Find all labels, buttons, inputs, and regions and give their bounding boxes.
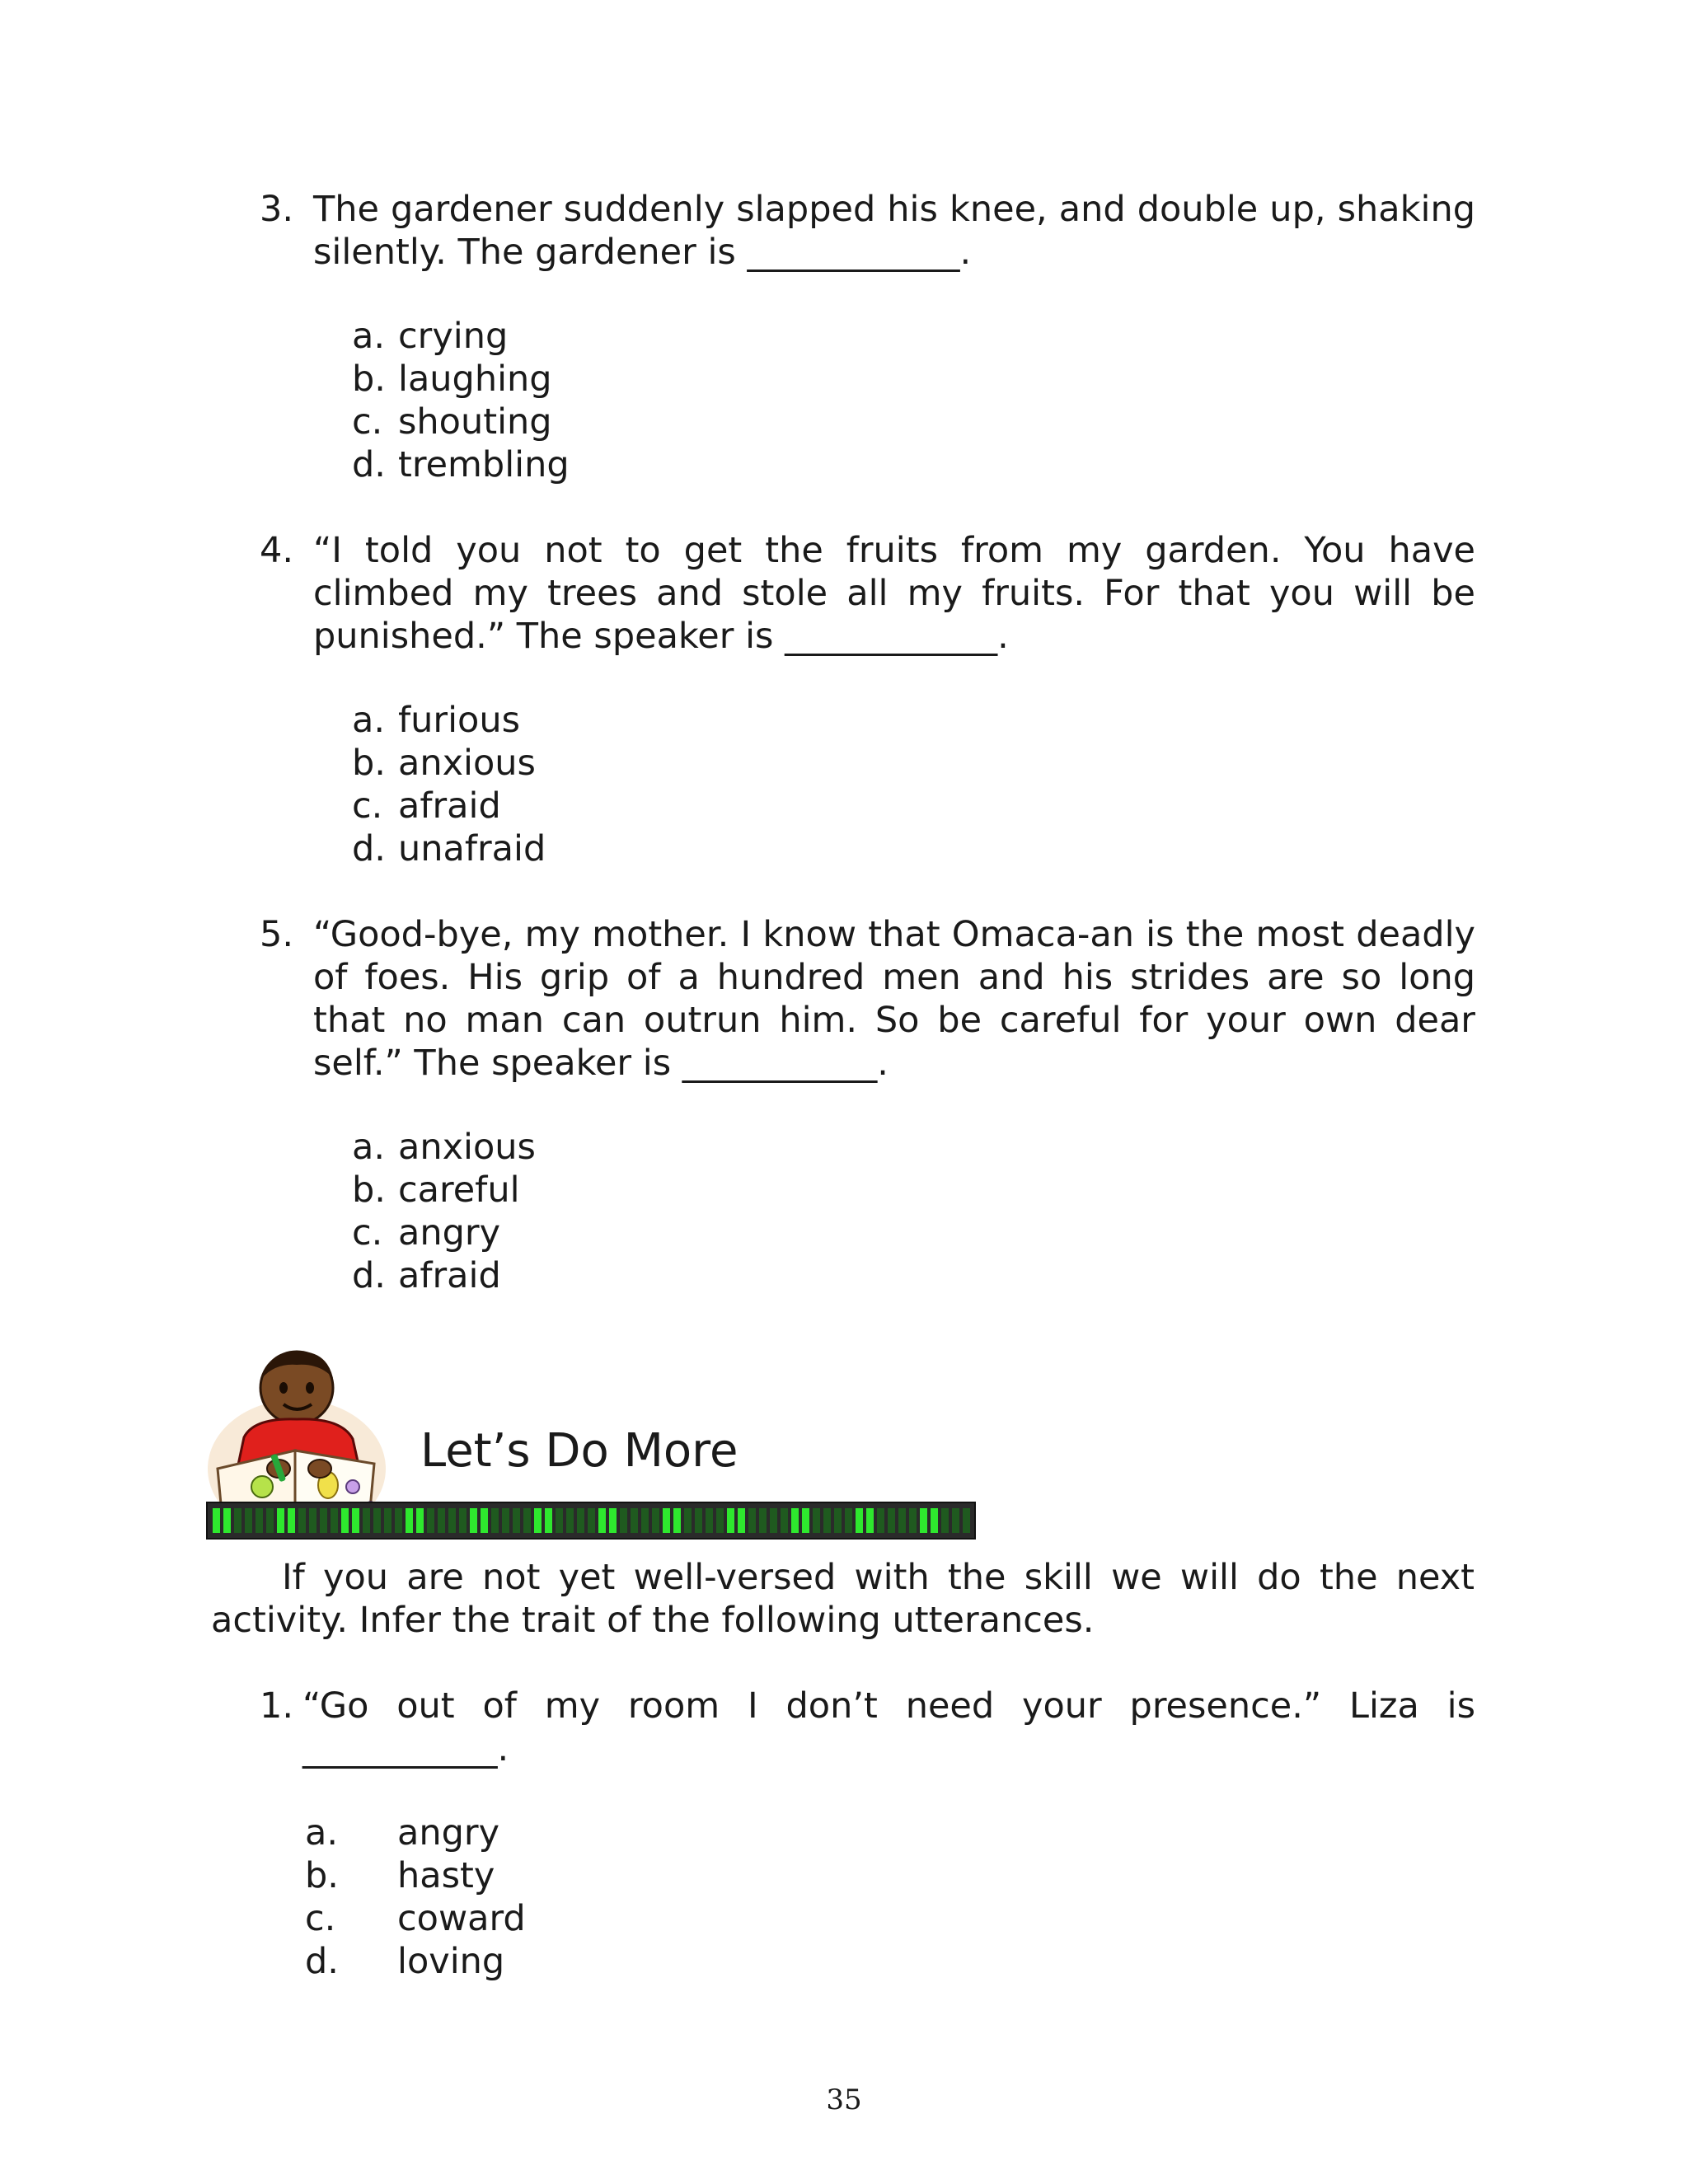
banner-segment	[448, 1508, 456, 1533]
option-letter: d.	[352, 828, 386, 869]
banner-segment	[277, 1508, 284, 1533]
option	[305, 1854, 526, 1897]
option-letter: d.	[305, 1941, 339, 1982]
option-text: laughing	[398, 359, 552, 400]
banner-segment	[706, 1508, 713, 1533]
banner-segment	[888, 1508, 895, 1533]
banner-segment	[266, 1508, 274, 1533]
option-letter: c.	[305, 1898, 336, 1939]
banner-segment	[920, 1508, 927, 1533]
page-number: 35	[826, 2083, 862, 2116]
option-letter: b.	[305, 1855, 339, 1896]
banner-segment	[352, 1508, 359, 1533]
banner-segment	[931, 1508, 938, 1533]
option-text: furious	[398, 700, 520, 741]
banner-segment	[416, 1508, 424, 1533]
banner-segment	[716, 1508, 724, 1533]
question-number: 5.	[260, 914, 294, 955]
banner-segment	[909, 1508, 917, 1533]
option-list	[352, 315, 570, 486]
banner-segment	[320, 1508, 327, 1533]
banner-segment	[534, 1508, 542, 1533]
banner-segment	[438, 1508, 445, 1533]
banner-segment	[234, 1508, 241, 1533]
option-text: crying	[398, 316, 509, 357]
banner-segment	[673, 1508, 681, 1533]
option-letter: d.	[352, 1255, 386, 1296]
option-letter: a.	[352, 1127, 386, 1168]
option	[352, 785, 546, 827]
option	[305, 1897, 526, 1940]
banner-segment	[941, 1508, 949, 1533]
banner-segment	[577, 1508, 584, 1533]
option-list	[352, 1126, 536, 1297]
banner-segment	[598, 1508, 606, 1533]
option	[352, 315, 570, 358]
option-list	[352, 699, 546, 870]
banner-segment	[620, 1508, 627, 1533]
option-letter: a.	[305, 1812, 339, 1854]
option	[352, 401, 570, 443]
option-letter: b.	[352, 359, 386, 400]
banner-segment	[877, 1508, 884, 1533]
question-line: that no man can outrun him. So be careful for your own dear	[313, 1000, 1475, 1041]
option	[352, 1212, 536, 1254]
banner-segment	[695, 1508, 702, 1533]
question-line: of foes. His grip of a hundred men and his strides are so long	[313, 957, 1475, 998]
banner-segment	[566, 1508, 574, 1533]
question-line: ___________.	[302, 1728, 509, 1769]
option-text: shouting	[398, 401, 552, 443]
banner-segment	[213, 1508, 220, 1533]
option-letter: c.	[352, 401, 383, 443]
option-text: angry	[397, 1812, 500, 1854]
question-line: The gardener suddenly slapped his knee, and double up, shaking	[313, 189, 1475, 230]
option-letter: b.	[352, 1169, 386, 1211]
banner-segment	[963, 1508, 970, 1533]
option-letter: a.	[352, 316, 386, 357]
question-line: silently. The gardener is ____________.	[313, 232, 972, 273]
intro-line: activity. Infer the trait of the following utterances.	[211, 1600, 1095, 1641]
banner-segment	[459, 1508, 467, 1533]
option	[352, 827, 546, 870]
option	[305, 1811, 526, 1854]
banner-segment	[523, 1508, 531, 1533]
question-text	[313, 188, 1475, 274]
banner-segment	[223, 1508, 231, 1533]
banner-segment	[373, 1508, 381, 1533]
question-line: “Good-bye, my mother. I know that Omaca-an is the most deadly	[313, 914, 1475, 955]
banner-segment	[256, 1508, 263, 1533]
banner-segment	[898, 1508, 906, 1533]
section-intro	[211, 1556, 1475, 1642]
banner-segment	[631, 1508, 638, 1533]
option-letter: a.	[352, 700, 386, 741]
option-letter: c.	[352, 1212, 383, 1254]
banner-segment	[641, 1508, 649, 1533]
banner-segment	[652, 1508, 659, 1533]
banner-segment	[245, 1508, 252, 1533]
option	[352, 358, 570, 401]
banner-segment	[309, 1508, 316, 1533]
question-line: self.” The speaker is ___________.	[313, 1043, 889, 1084]
banner-segment	[588, 1508, 595, 1533]
banner-segment	[395, 1508, 402, 1533]
option-letter: b.	[352, 743, 386, 784]
question-text	[302, 1685, 1475, 1770]
banner-segment	[481, 1508, 488, 1533]
question-text	[313, 529, 1475, 658]
banner-segment	[545, 1508, 552, 1533]
banner-segment	[363, 1508, 370, 1533]
option-text: afraid	[398, 785, 501, 827]
option-text: trembling	[398, 444, 570, 485]
option	[352, 1169, 536, 1212]
banner-segment	[663, 1508, 670, 1533]
option-text: careful	[398, 1169, 520, 1211]
question-line: “Go out of my room I don’t need your presence.” Liza is	[302, 1685, 1475, 1727]
option-text: coward	[397, 1898, 526, 1939]
banner-segment	[770, 1508, 777, 1533]
banner-segment	[813, 1508, 820, 1533]
option	[305, 1940, 526, 1983]
banner-segment	[331, 1508, 338, 1533]
banner-segment	[288, 1508, 295, 1533]
option-text: hasty	[397, 1855, 495, 1896]
section-title: Let’s Do More	[420, 1424, 738, 1478]
banner-segment	[834, 1508, 842, 1533]
question-line: climbed my trees and stole all my fruits. For that you will be	[313, 573, 1475, 614]
option-text: anxious	[398, 743, 536, 784]
banner-segment	[470, 1508, 477, 1533]
banner-segment	[866, 1508, 874, 1533]
banner-segment	[759, 1508, 767, 1533]
option-text: unafraid	[398, 828, 546, 869]
option	[352, 443, 570, 486]
banner-segment	[748, 1508, 756, 1533]
banner-segment	[952, 1508, 959, 1533]
question-line: punished.” The speaker is ____________.	[313, 616, 1009, 657]
banner-segment	[823, 1508, 831, 1533]
banner-segment	[341, 1508, 349, 1533]
question-number: 1.	[260, 1685, 294, 1727]
option-letter: c.	[352, 785, 383, 827]
banner-segment	[727, 1508, 734, 1533]
option-text: afraid	[398, 1255, 501, 1296]
option-letter: d.	[352, 444, 386, 485]
banner-segment	[513, 1508, 520, 1533]
option-text: angry	[398, 1212, 501, 1254]
option-text: anxious	[398, 1127, 536, 1168]
banner-segment	[384, 1508, 392, 1533]
option-text: loving	[397, 1941, 505, 1982]
banner-segment	[802, 1508, 809, 1533]
question-number: 4.	[260, 530, 294, 571]
option	[352, 1254, 536, 1297]
section-banner-bar	[206, 1502, 976, 1540]
question-line: “I told you not to get the fruits from my garden. You have	[313, 530, 1475, 571]
question-number: 3.	[260, 189, 294, 230]
option	[352, 742, 546, 785]
banner-segment	[298, 1508, 306, 1533]
banner-segment	[738, 1508, 745, 1533]
banner-segment	[781, 1508, 788, 1533]
banner-segment	[856, 1508, 863, 1533]
banner-segment	[609, 1508, 617, 1533]
banner-segment	[556, 1508, 563, 1533]
banner-segment	[791, 1508, 799, 1533]
banner-segment	[845, 1508, 852, 1533]
banner-segment	[406, 1508, 413, 1533]
banner-segment	[491, 1508, 499, 1533]
question-text	[313, 913, 1475, 1085]
option	[352, 1126, 536, 1169]
option	[352, 699, 546, 742]
banner-segment	[502, 1508, 509, 1533]
option-list	[305, 1811, 526, 1983]
banner-segment	[427, 1508, 434, 1533]
intro-line: If you are not yet well-versed with the skill we will do the next	[282, 1557, 1475, 1598]
banner-segment	[684, 1508, 692, 1533]
